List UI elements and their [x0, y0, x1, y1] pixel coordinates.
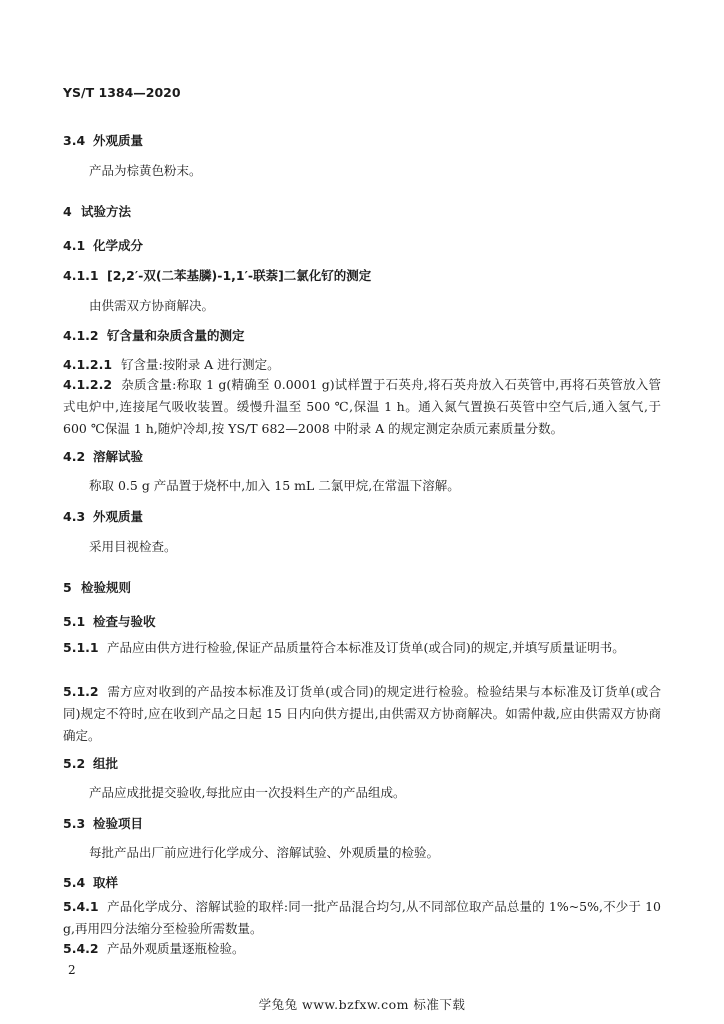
clause-5-4-2: 5.4.2 产品外观质量逐瓶检验。	[63, 941, 245, 956]
clause-5-1-2: 5.1.2 需方应对收到的产品按本标准及订货单(或合同)的规定进行检验。检验结果与本标准及订货单(或合同)规定不符时,应在收到产品之日起 15 日内向供方提出,由供需双方协商解决。如需仲裁,应由供需双方协商确定。	[63, 684, 661, 743]
section-4-2-heading: 4.2 溶解试验	[63, 449, 144, 464]
section-4-3-body: 采用目视检查。	[89, 539, 177, 554]
section-5-2-heading: 5.2 组批	[63, 756, 119, 771]
section-4-1-1-body: 由供需双方协商解决。	[89, 298, 215, 313]
section-4-1-2-heading: 4.1.2 钌含量和杂质含量的测定	[63, 328, 245, 343]
section-5-3-body: 每批产品出厂前应进行化学成分、溶解试验、外观质量的检验。	[89, 845, 440, 860]
section-3-4-body: 产品为棕黄色粉末。	[89, 163, 202, 178]
standard-header: YS/T 1384—2020	[63, 85, 181, 100]
section-4-1-1-heading: 4.1.1 [2,2′-双(二苯基膦)-1,1′-联萘]二氯化钌的测定	[63, 268, 372, 283]
section-5-3-heading: 5.3 检验项目	[63, 816, 144, 831]
clause-5-1-1: 5.1.1 产品应由供方进行检验,保证产品质量符合本标准及订货单(或合同)的规定,并填写质量证明书。	[63, 640, 625, 655]
page-number: 2	[68, 963, 76, 977]
section-3-4-heading: 3.4 外观质量	[63, 133, 144, 148]
section-5-1-heading: 5.1 检查与验收	[63, 614, 156, 629]
clause-4-1-2-2: 4.1.2.2 杂质含量:称取 1 g(精确至 0.0001 g)试样置于石英舟,将石英舟放入石英管中,再将石英管放入管式电炉中,连接尾气吸收装置。缓慢升温至 500 ℃,保温 1 h。通入氮气置换石英管中空气后,通入氢气,于 600 ℃保温 1 h,随炉冷却,按 YS/T 682—2008 中附录 A 的规定测定杂质元素质量分数。	[63, 377, 661, 436]
section-4-heading: 4 试验方法	[63, 204, 132, 219]
section-4-1-heading: 4.1 化学成分	[63, 238, 144, 253]
section-4-3-heading: 4.3 外观质量	[63, 509, 144, 524]
section-4-2-body: 称取 0.5 g 产品置于烧杯中,加入 15 mL 二氯甲烷,在常温下溶解。	[89, 478, 460, 493]
watermark-footer: 学兔兔 www.bzfxw.com 标准下载	[258, 997, 466, 1012]
section-5-heading: 5 检验规则	[63, 580, 132, 595]
clause-4-1-2-1: 4.1.2.1 钌含量:按附录 A 进行测定。	[63, 357, 280, 372]
section-5-4-heading: 5.4 取样	[63, 875, 119, 890]
clause-5-4-1: 5.4.1 产品化学成分、溶解试验的取样:同一批产品混合均匀,从不同部位取产品总量的 1%~5%,不少于 10 g,再用四分法缩分至检验所需数量。	[63, 899, 661, 936]
section-5-2-body: 产品应成批提交验收,每批应由一次投料生产的产品组成。	[89, 785, 406, 800]
